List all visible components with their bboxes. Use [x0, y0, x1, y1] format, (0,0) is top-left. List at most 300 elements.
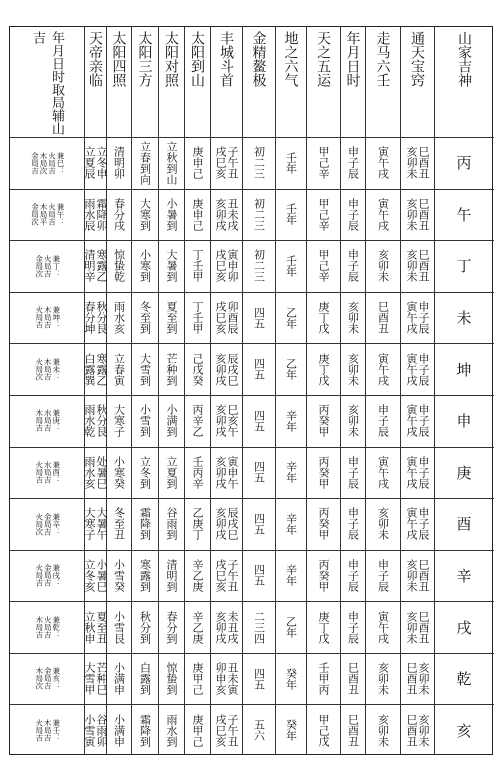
cell-text: 辛年: [284, 512, 298, 535]
table-cell: [275, 343, 306, 395]
cell-text: 秋分艮 春分坤: [83, 301, 108, 335]
cell-text: 亥卯未: [376, 249, 390, 283]
cell-text: 冬至丑: [112, 507, 126, 541]
cell-text: 甲己辛: [317, 197, 330, 231]
table-cell: [400, 292, 434, 344]
cell-text: 亥卯未: [346, 301, 360, 335]
table-cell: [158, 704, 184, 756]
note-text: 兼乾： 火局吉 木局吉: [34, 615, 61, 639]
table-cell: [84, 395, 106, 447]
cell-text: 二三四: [252, 610, 266, 644]
mountain-label: [434, 498, 494, 550]
cell-text: 小暑到: [165, 197, 178, 231]
cell-text: 乙年: [284, 358, 298, 381]
cell-text: 甲己戊: [317, 713, 330, 747]
cell-text: 未丑戌 亥卯戌: [214, 610, 239, 644]
table-cell: [365, 137, 400, 189]
table-cell: [365, 447, 400, 499]
table-cell: [184, 653, 210, 705]
cell-text: 申子辰: [346, 249, 360, 283]
table-cell: [400, 550, 434, 602]
cell-text: 子午丑 戌巳亥: [214, 713, 239, 747]
table-cell: [210, 498, 242, 550]
cell-text: 亥卯未: [376, 713, 390, 747]
table-cell: [306, 704, 340, 756]
cell-text: 寅午戌: [376, 610, 390, 644]
table-cell: [400, 343, 434, 395]
column-header: [275, 27, 306, 137]
cell-text: 申子辰 寅午戌: [405, 455, 430, 489]
table-cell: [158, 343, 184, 395]
cell-text: 清明到: [165, 558, 178, 592]
table-cell: [306, 601, 340, 653]
table-cell: [242, 343, 275, 395]
mountain-text: 戌: [454, 619, 473, 635]
cell-text: 壬年: [284, 151, 298, 174]
cell-text: 巳酉丑: [346, 713, 360, 747]
mountain-label: [434, 395, 494, 447]
cell-text: 壬甲丙: [317, 662, 330, 696]
cell-text: 申子辰: [346, 197, 360, 231]
cell-text: 巳酉丑 亥卯未: [405, 197, 430, 231]
table-cell: [306, 137, 340, 189]
cell-text: 芒种到: [165, 352, 178, 386]
cell-text: 寒露乙 白露巽: [83, 352, 108, 386]
table-cell: [400, 601, 434, 653]
note-text: 兼坤： 木局吉 火局吉: [34, 306, 61, 329]
cell-text: 冬至到: [138, 301, 152, 335]
table-cell: [184, 704, 210, 756]
cell-text: 乙年: [284, 616, 298, 639]
column-header-label: 走马六壬: [374, 31, 391, 87]
table-cell: [158, 240, 184, 292]
table-cell: [400, 240, 434, 292]
cell-text: 四五: [252, 564, 266, 587]
table-cell: [106, 447, 131, 499]
cell-text: 亥卯未: [376, 507, 390, 541]
table-cell: [158, 653, 184, 705]
table-cell: [131, 498, 158, 550]
table-cell: [210, 137, 242, 189]
table-cell: [365, 189, 400, 241]
cell-text: 申子辰 寅午戌: [405, 301, 430, 335]
table-cell: [131, 447, 158, 499]
cell-text: 四五: [252, 461, 266, 484]
cell-text: 小满申: [112, 713, 126, 747]
cell-text: 大寒子: [112, 404, 126, 438]
table-cell: [131, 653, 158, 705]
table-cell: [184, 343, 210, 395]
mountain-label: [434, 447, 494, 499]
table-cell: [106, 137, 131, 189]
table-cell: [84, 550, 106, 602]
table-cell: [210, 653, 242, 705]
cell-text: 谷雨卯 小雪寅: [83, 713, 108, 747]
column-header-label: 太阳到山: [189, 31, 205, 87]
table-cell: [275, 292, 306, 344]
cell-text: 辰戌巳 亥卯戌: [214, 352, 239, 386]
column-header: [158, 27, 184, 137]
table-cell: [158, 601, 184, 653]
cell-text: 申子辰: [346, 455, 360, 489]
table-cell: [275, 395, 306, 447]
column-header-label: 丰城斗首: [218, 31, 234, 87]
cell-text: 小雪艮: [112, 610, 126, 644]
cell-text: 立冬到: [138, 455, 152, 489]
cell-text: 初二三: [252, 146, 266, 180]
cell-text: 丙癸甲: [317, 507, 330, 541]
cell-text: 亥卯未 巳酉丑: [405, 713, 430, 747]
cell-text: 丙癸甲: [317, 558, 330, 592]
table-cell: [400, 447, 434, 499]
table-cell: [365, 498, 400, 550]
table-cell: [306, 343, 340, 395]
note-cell: [10, 137, 84, 189]
cell-text: 小满到: [165, 404, 178, 438]
note-cell: [10, 343, 84, 395]
column-header: [184, 27, 210, 137]
table-cell: [365, 704, 400, 756]
column-header: [106, 27, 131, 137]
column-header-label: 天之五运: [315, 31, 331, 87]
cell-text: 秋分到: [138, 610, 152, 644]
table-cell: [84, 343, 106, 395]
cell-text: 甲己辛: [317, 249, 330, 283]
table-cell: [306, 292, 340, 344]
mountain-label: [434, 189, 494, 241]
table-cell: [131, 343, 158, 395]
table-cell: [184, 395, 210, 447]
cell-text: 寅午戌: [376, 455, 390, 489]
table-cell: [242, 447, 275, 499]
table-cell: [340, 240, 365, 292]
table-cell: [340, 550, 365, 602]
note-text: 兼戌： 金局吉 火局吉: [34, 564, 61, 587]
table-cell: [306, 240, 340, 292]
mountain-label: [434, 343, 494, 395]
table-cell: [275, 550, 306, 602]
column-header: [365, 27, 400, 137]
table-cell: [131, 137, 158, 189]
table-cell: [131, 395, 158, 447]
table-cell: [106, 189, 131, 241]
cell-text: 初二三: [252, 249, 266, 283]
table-cell: [400, 653, 434, 705]
table-cell: [106, 498, 131, 550]
cell-text: 辰戌巳 亥卯戌: [214, 507, 239, 541]
cell-text: 申子辰 寅午戌: [405, 404, 430, 438]
table-cell: [365, 292, 400, 344]
table-cell: [210, 550, 242, 602]
cell-text: 申子辰: [376, 404, 390, 438]
table-cell: [210, 292, 242, 344]
table-cell: [184, 447, 210, 499]
note-text: 兼丁： 火局吉 金局次: [34, 254, 61, 278]
cell-text: 亥卯未: [346, 352, 360, 386]
table-cell: [184, 292, 210, 344]
cell-text: 庚丁戊: [317, 610, 330, 644]
table-cell: [340, 653, 365, 705]
table-cell: [210, 447, 242, 499]
mountain-text: 庚: [454, 464, 473, 480]
mountain-text: 丙: [454, 155, 473, 171]
table-cell: [242, 395, 275, 447]
table-cell: [84, 240, 106, 292]
table-cell: [84, 137, 106, 189]
table-cell: [84, 189, 106, 241]
cell-text: 辛年: [284, 409, 298, 432]
mountain-text: 亥: [454, 722, 473, 738]
cell-text: 立冬申 立夏辰: [83, 146, 108, 180]
cell-text: 谷雨到: [165, 507, 178, 541]
cell-text: 丙癸甲: [317, 404, 330, 438]
table-cell: [275, 240, 306, 292]
cell-text: 惊蛰到: [165, 662, 178, 696]
table-cell: [275, 653, 306, 705]
cell-text: 巳酉丑 亥卯未: [405, 610, 430, 644]
cell-text: 秋分艮 雨水乾: [83, 404, 108, 438]
cell-text: 癸年: [284, 719, 298, 742]
cell-text: 四五: [252, 667, 266, 690]
cell-text: 寅午戌: [376, 352, 390, 386]
table-cell: [106, 704, 131, 756]
cell-text: 甲己辛: [317, 146, 330, 180]
note-cell: [10, 653, 84, 705]
cell-text: 丁壬甲: [191, 301, 204, 335]
note-text: 兼庚： 水局吉 木局吉: [34, 409, 61, 432]
table-cell: [106, 550, 131, 602]
table-cell: [340, 189, 365, 241]
table-cell: [306, 653, 340, 705]
column-header: [434, 27, 494, 137]
table-cell: [340, 137, 365, 189]
table-cell: [306, 550, 340, 602]
cell-text: 五六: [252, 719, 266, 742]
mountain-text: 酉: [454, 516, 473, 532]
column-header-label: 金精鳌极: [250, 31, 267, 87]
column-header: [306, 27, 340, 137]
column-header: [210, 27, 242, 137]
table-cell: [158, 447, 184, 499]
cell-text: 夏至到: [165, 301, 178, 335]
cell-text: 夏至丑 立秋申: [83, 610, 108, 644]
note-text: 兼巳： 火局吉 木局次 金局吉: [30, 151, 65, 175]
mountain-text: 乾: [454, 671, 473, 687]
mountain-label: [434, 137, 494, 189]
table-cell: [275, 498, 306, 550]
table-cell: [184, 601, 210, 653]
table-cell: [365, 240, 400, 292]
column-header-label: 年月日时: [344, 31, 361, 87]
cell-text: 雨水亥: [112, 301, 126, 335]
table-cell: [84, 498, 106, 550]
table-cell: [340, 343, 365, 395]
table-cell: [84, 447, 106, 499]
table-cell: [184, 240, 210, 292]
cell-text: 申子辰 寅午戌: [405, 507, 430, 541]
table-cell: [158, 498, 184, 550]
table-cell: [365, 550, 400, 602]
table-cell: [365, 653, 400, 705]
column-header-label: 天帝亲临: [87, 31, 103, 87]
table-cell: [306, 395, 340, 447]
column-header: [340, 27, 365, 137]
table-cell: [106, 240, 131, 292]
cell-text: 巳酉丑 亥卯未: [405, 558, 430, 592]
cell-text: 初二三: [252, 197, 266, 231]
cell-text: 辛乙庚: [191, 610, 204, 644]
cell-text: 巳酉丑 亥卯未: [405, 249, 430, 283]
mountain-label: [434, 240, 494, 292]
table-cell: [210, 704, 242, 756]
cell-text: 丑未戌 亥卯戌: [214, 197, 239, 231]
cell-text: 亥卯未 巳酉丑: [405, 662, 430, 696]
note-text: 兼辛： 金局吉 火局次: [34, 512, 61, 536]
cell-text: 壬年: [284, 203, 298, 226]
table-cell: [340, 292, 365, 344]
almanac-table: [9, 26, 493, 755]
table-cell: [210, 240, 242, 292]
table-cell: [365, 601, 400, 653]
mountain-label: [434, 653, 494, 705]
cell-text: 立春寅: [112, 352, 126, 386]
table-cell: [306, 498, 340, 550]
table-cell: [365, 395, 400, 447]
cell-text: 寅申卯 戌巳亥: [214, 249, 239, 283]
note-cell: [10, 395, 84, 447]
table-cell: [340, 498, 365, 550]
cell-text: 辛年: [284, 564, 298, 587]
mountain-label: [434, 601, 494, 653]
table-cell: [131, 189, 158, 241]
cell-text: 丁壬甲: [191, 249, 204, 283]
table-cell: [158, 137, 184, 189]
cell-text: 庚甲己: [191, 662, 204, 696]
note-cell: [10, 550, 84, 602]
cell-text: 庚申己: [191, 146, 204, 180]
cell-text: 乙年: [284, 306, 298, 329]
table-cell: [242, 653, 275, 705]
note-text: 兼亥： 金局吉 木局次: [34, 667, 61, 690]
cell-text: 大暑到: [165, 249, 178, 283]
cell-text: 申子辰: [346, 610, 360, 644]
table-cell: [84, 704, 106, 756]
cell-text: 申子辰: [346, 507, 360, 541]
table-cell: [210, 601, 242, 653]
table-cell: [184, 189, 210, 241]
table-cell: [365, 343, 400, 395]
mountain-text: 丁: [454, 258, 473, 274]
table-cell: [400, 189, 434, 241]
cell-text: 清明卯: [112, 146, 126, 180]
note-cell: [10, 292, 84, 344]
cell-text: 大暑午 大寒子: [83, 507, 108, 541]
table-cell: [242, 240, 275, 292]
cell-text: 小暑巳 立冬亥: [83, 558, 108, 592]
table-cell: [400, 137, 434, 189]
cell-text: 庚丁戊: [317, 352, 330, 386]
table-cell: [184, 550, 210, 602]
table-cell: [275, 704, 306, 756]
table-cell: [242, 189, 275, 241]
note-cell: [10, 601, 84, 653]
table-cell: [275, 137, 306, 189]
mountain-label: [434, 550, 494, 602]
table-cell: [242, 137, 275, 189]
cell-text: 立秋到山: [165, 140, 178, 185]
cell-text: 处暑巳 雨水亥: [83, 455, 108, 489]
column-header: [84, 27, 106, 137]
table-cell: [242, 292, 275, 344]
cell-text: 寒露到: [138, 558, 152, 592]
cell-text: 寅申午 亥卯戌: [214, 455, 239, 489]
cell-text: 申子辰: [346, 558, 360, 592]
table-cell: [106, 395, 131, 447]
cell-text: 惊蛰乾: [112, 249, 126, 283]
table-cell: [84, 601, 106, 653]
cell-text: 丙辛乙: [191, 404, 204, 438]
column-header: [131, 27, 158, 137]
table-cell: [158, 189, 184, 241]
column-header-label: 太阳三方: [136, 31, 153, 87]
table-cell: [340, 704, 365, 756]
cell-text: 霜降到: [138, 713, 152, 747]
table-cell: [106, 292, 131, 344]
cell-text: 丑未寅 卯申亥: [214, 662, 239, 696]
cell-text: 巳亥午 亥卯戌: [214, 404, 239, 438]
table-cell: [340, 395, 365, 447]
table-cell: [106, 653, 131, 705]
cell-text: 丙癸甲: [317, 455, 330, 489]
column-header-label: 太阳四照: [110, 31, 127, 87]
column-header: [400, 27, 434, 137]
mountain-text: 坤: [454, 361, 473, 377]
cell-text: 巳酉丑 亥卯未: [405, 146, 430, 180]
mountain-text: 申: [454, 413, 473, 429]
table-cell: [242, 704, 275, 756]
cell-text: 四五: [252, 306, 266, 329]
table-cell: [158, 292, 184, 344]
column-header-label: 山家吉神: [456, 31, 472, 87]
cell-text: 辛乙庚: [191, 558, 204, 592]
table-cell: [242, 498, 275, 550]
mountain-text: 未: [454, 310, 473, 326]
table-cell: [340, 601, 365, 653]
note-text: 兼未： 木局吉 火局次: [34, 357, 61, 381]
column-header: [242, 27, 275, 137]
cell-text: 庚申己: [191, 197, 204, 231]
table-cell: [84, 292, 106, 344]
cell-text: 寅午戌: [376, 197, 390, 231]
cell-text: 寅午戌: [376, 146, 390, 180]
cell-text: 亥卯未: [376, 662, 390, 696]
cell-text: 乙庚丁: [191, 507, 204, 541]
cell-text: 霜降到: [138, 507, 152, 541]
cell-text: 小雪到: [138, 404, 152, 438]
table-cell: [210, 189, 242, 241]
column-header-label: 地之六气: [282, 31, 299, 87]
cell-text: 雨水到: [165, 713, 178, 747]
cell-text: 壬丙辛: [191, 455, 204, 489]
note-cell: [10, 189, 84, 241]
note-text: 兼壬： 木局吉 火局吉: [34, 718, 61, 742]
note-cell: [10, 704, 84, 756]
cell-text: 白露到: [138, 662, 152, 696]
table-cell: [131, 601, 158, 653]
cell-text: 巳酉丑: [376, 301, 390, 335]
cell-text: 庚丁戊: [317, 301, 330, 335]
cell-text: 亥卯未: [346, 404, 360, 438]
